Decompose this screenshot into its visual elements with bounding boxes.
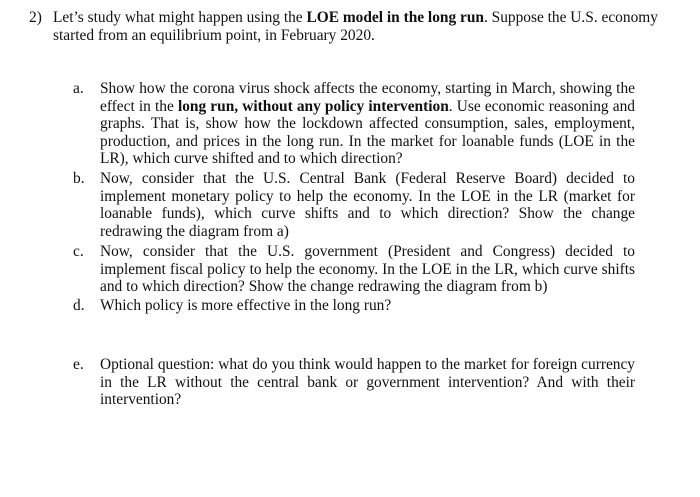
question-text-bold: LOE model in the long run	[306, 9, 484, 26]
sub-question-body-d: Which policy is more effective in the long run?	[100, 297, 392, 314]
sub-question-marker-b: b.	[73, 170, 85, 187]
question-heading	[29, 9, 679, 44]
sub-question-c	[73, 243, 635, 296]
sub-question-marker-e: e.	[73, 356, 84, 373]
question-number: 2)	[29, 9, 42, 26]
question-2	[29, 9, 679, 44]
sub-question-a-bold: long run, without any policy intervention	[177, 97, 449, 115]
question-text-end: . Suppose the U.S. economy started from an equilibrium point, in February 2020.	[53, 9, 658, 44]
sub-question-d	[73, 297, 635, 315]
sub-question-body-a	[100, 80, 635, 168]
question-text-start: Let’s study what might happen using the	[53, 9, 307, 26]
sub-question-a	[73, 80, 635, 168]
sub-question-a-text-2: . Use economic reasoning and graphs. That is, show how the lockdown affected consumption, sales, employment, production, and prices in the long run. In the market for loanable funds (LOE in the LR), which curve shifted and to which direction?	[100, 97, 635, 168]
sub-question-b	[73, 170, 635, 240]
sub-question-a-text-1: Show how the corona virus shock affects the economy, starting in March, showing the effect in the	[100, 80, 635, 115]
sub-question-marker-c: c.	[73, 243, 84, 260]
sub-question-marker-d: d.	[73, 297, 85, 314]
sub-question-body-b: Now, consider that the U.S. Central Bank (Federal Reserve Board) decided to implement monetary policy to help the economy. In the LOE in the LR (market for loanable funds), which curve shifts and to which direction? Show the change redrawing the diagram from a)	[100, 170, 635, 240]
sub-question-e	[73, 356, 635, 409]
sub-question-body-c: Now, consider that the U.S. government (President and Congress) decided to implement fiscal policy to help the economy. In the LOE in the LR, which curve shifts and to which direction? Show the change redrawing the diagram from b)	[100, 243, 635, 296]
sub-question-marker-a: a.	[73, 80, 84, 97]
sub-question-body-e: Optional question: what do you think would happen to the market for foreign currency in the LR without the central bank or government intervention? And with their intervention?	[100, 356, 635, 409]
